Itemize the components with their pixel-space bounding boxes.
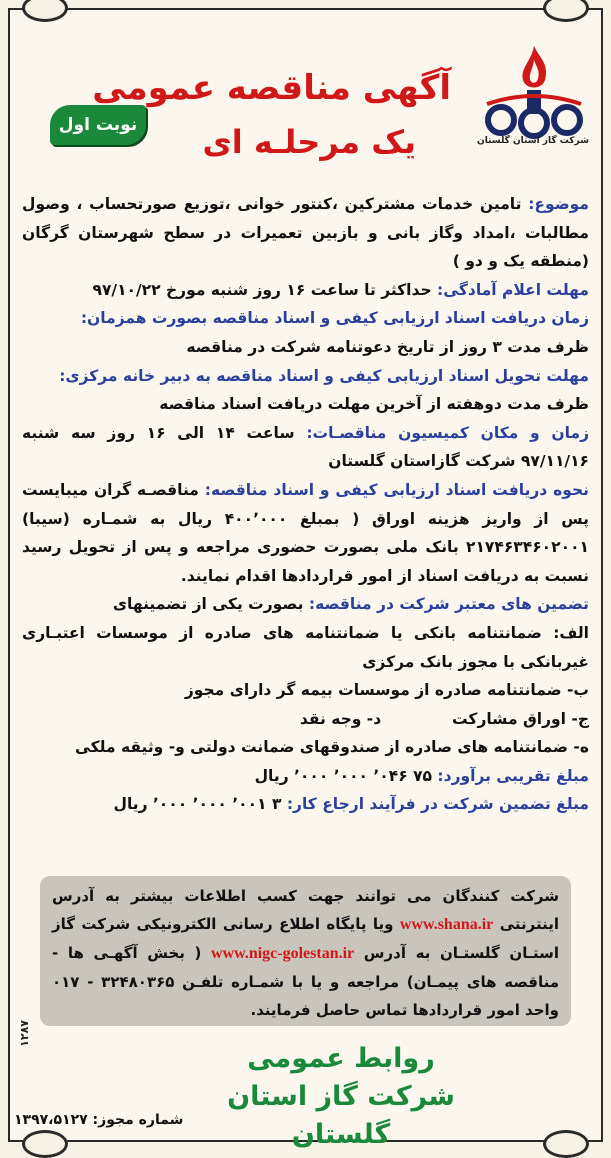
estimate-paragraph xyxy=(22,762,589,791)
guarantee-item-d: د- وجه نقد xyxy=(299,709,382,728)
info-text-1: شرکت کنندگان می توانند جهت کسب اطلاعات بیشتر به آدرس اینترنتی xyxy=(52,887,559,933)
shana-link[interactable]: www.shana.ir xyxy=(399,916,494,933)
flame-gas-logo-icon xyxy=(479,38,589,148)
public-relations-signature xyxy=(191,1040,491,1154)
info-box xyxy=(40,876,571,1026)
bond-paragraph xyxy=(22,790,589,819)
guarantee-text: بصورت یکی از تضمینهای xyxy=(112,595,304,614)
howto-paragraph xyxy=(22,476,589,590)
bond-text: ۳ ٬۰۰۱ ٬۰۰۰ ٬۰۰۰ ریال xyxy=(113,795,282,814)
deliver-text: ظرف مدت دوهفته از آخرین مهلت دریافت اسناد مناقصه xyxy=(159,395,589,414)
company-name: شرکت گاز استان گلستان xyxy=(227,1081,455,1150)
receive-paragraph xyxy=(22,304,589,361)
estimate-label: مبلغ تقریبی برآورد: xyxy=(437,766,589,785)
bond-label: مبلغ تضمین شرکت در فرآیند ارجاع کار: xyxy=(286,795,589,814)
corner-ornament xyxy=(543,1130,589,1158)
info-text-2: ویا پایگاه اطلاع رسانی الکترونیکی شرکت گاز استـان گلستـان به آدرس xyxy=(52,915,559,962)
round-badge: نوبت اول xyxy=(50,105,146,145)
ad-subtitle: یک مرحلـه ای xyxy=(202,123,416,161)
howto-text: مناقصـه گران میبایست پس از واریز هزینه اوراق ( بمبلغ ۴۰۰٬۰۰۰ ریال به شمـاره (سیبا) ۲۱۷۴۶۳۴۶۰۲۰۰۱ بانک ملی بصورت حضوری مراجعه و پس از تحویل رسید نسبت به دریافت اسناد از امور قراردادها اقدام نمایند. xyxy=(22,480,589,585)
ad-body xyxy=(22,190,589,819)
howto-label: نحوه دریافت اسناد ارزیابی کیفی و اسناد مناقصه: xyxy=(204,480,589,499)
nigc-golestan-link[interactable]: www.nigc-golestan.ir xyxy=(211,945,355,962)
guarantee-item-cd xyxy=(22,705,589,734)
guarantee-item-a: الف: ضمانتنامه بانکی یا ضمانتنامه های صادره از موسسات اعتبـاری غیربانکی با مجوز بانک مرکزی xyxy=(22,623,589,671)
readiness-paragraph xyxy=(22,276,589,305)
guarantee-item-c: ج- اوراق مشارکت xyxy=(452,709,589,728)
ad-title: آگهی مناقصه عمومی xyxy=(92,68,451,108)
guarantee-item-e: ه- ضمانتنامه های صادره از صندوقهای ضمانت دولتی و- وثیقه ملکی xyxy=(74,738,589,757)
commission-label: زمان و مکان کمیسیون مناقصـات: xyxy=(306,423,589,442)
public-relations-label: روابط عمومی xyxy=(247,1043,435,1074)
side-number: ۱۲۸۷ xyxy=(18,1020,31,1047)
guarantee-label: تضمین های معتبر شرکت در مناقصه: xyxy=(308,595,589,614)
permit-number: شماره مجوز: ۱۳۹۷،۵۱۲۷ xyxy=(14,1112,184,1128)
guarantee-item-b: ب- ضمانتنامه صادره از موسسات بیمه گر دارای مجوز xyxy=(184,681,589,700)
commission-text: ساعت ۱۴ الی ۱۶ روز سه شنبه ۹۷/۱۱/۱۶ شرکت گازاستان گلستان xyxy=(22,423,589,471)
readiness-text: حداکثر تا ساعت ۱۶ روز شنبه مورخ ۹۷/۱۰/۲۲ xyxy=(92,280,432,299)
logo-caption: شرکت گاز استان گلستان xyxy=(477,136,589,146)
deliver-paragraph xyxy=(22,362,589,419)
receive-label: زمان دریافت اسناد ارزیابی کیفی و اسناد مناقصه بصورت همزمان: xyxy=(80,309,589,328)
subject-text: تامین خدمات مشترکین ،کنتور خوانی ،توزیع صورتحساب ، وصول مطالبات ،امداد وگاز بانی و بازبین تعمیرات در سطح شهرستان گرگان (منطقه یک و دو ) xyxy=(22,195,589,271)
subject-paragraph xyxy=(22,190,589,276)
deliver-label: مهلت تحویل اسناد ارزیابی کیفی و اسناد مناقصه به دبیر خانه مرکزی: xyxy=(59,366,589,385)
info-text-3: ( بخش آگهـی ها - مناقصه های پیمـان) مراجعه و یا با شمـاره تلفـن ۳۲۴۸۰۳۶۵ - ۰۱۷ واحد امور قراردادها تماس حاصل فرمایند. xyxy=(52,944,559,1019)
corner-ornament xyxy=(22,1130,68,1158)
commission-paragraph xyxy=(22,419,589,476)
guarantee-paragraph xyxy=(22,590,589,619)
receive-text: ظرف مدت ۳ روز از تاریخ دعوتنامه شرکت در مناقصه xyxy=(186,337,589,356)
estimate-text: ۷۵ ٬۰۴۶ ٬۰۰۰ ٬۰۰۰ ریال xyxy=(254,766,433,785)
subject-label: موضوع: xyxy=(528,195,589,213)
readiness-label: مهلت اعلام آمادگی: xyxy=(437,280,589,299)
